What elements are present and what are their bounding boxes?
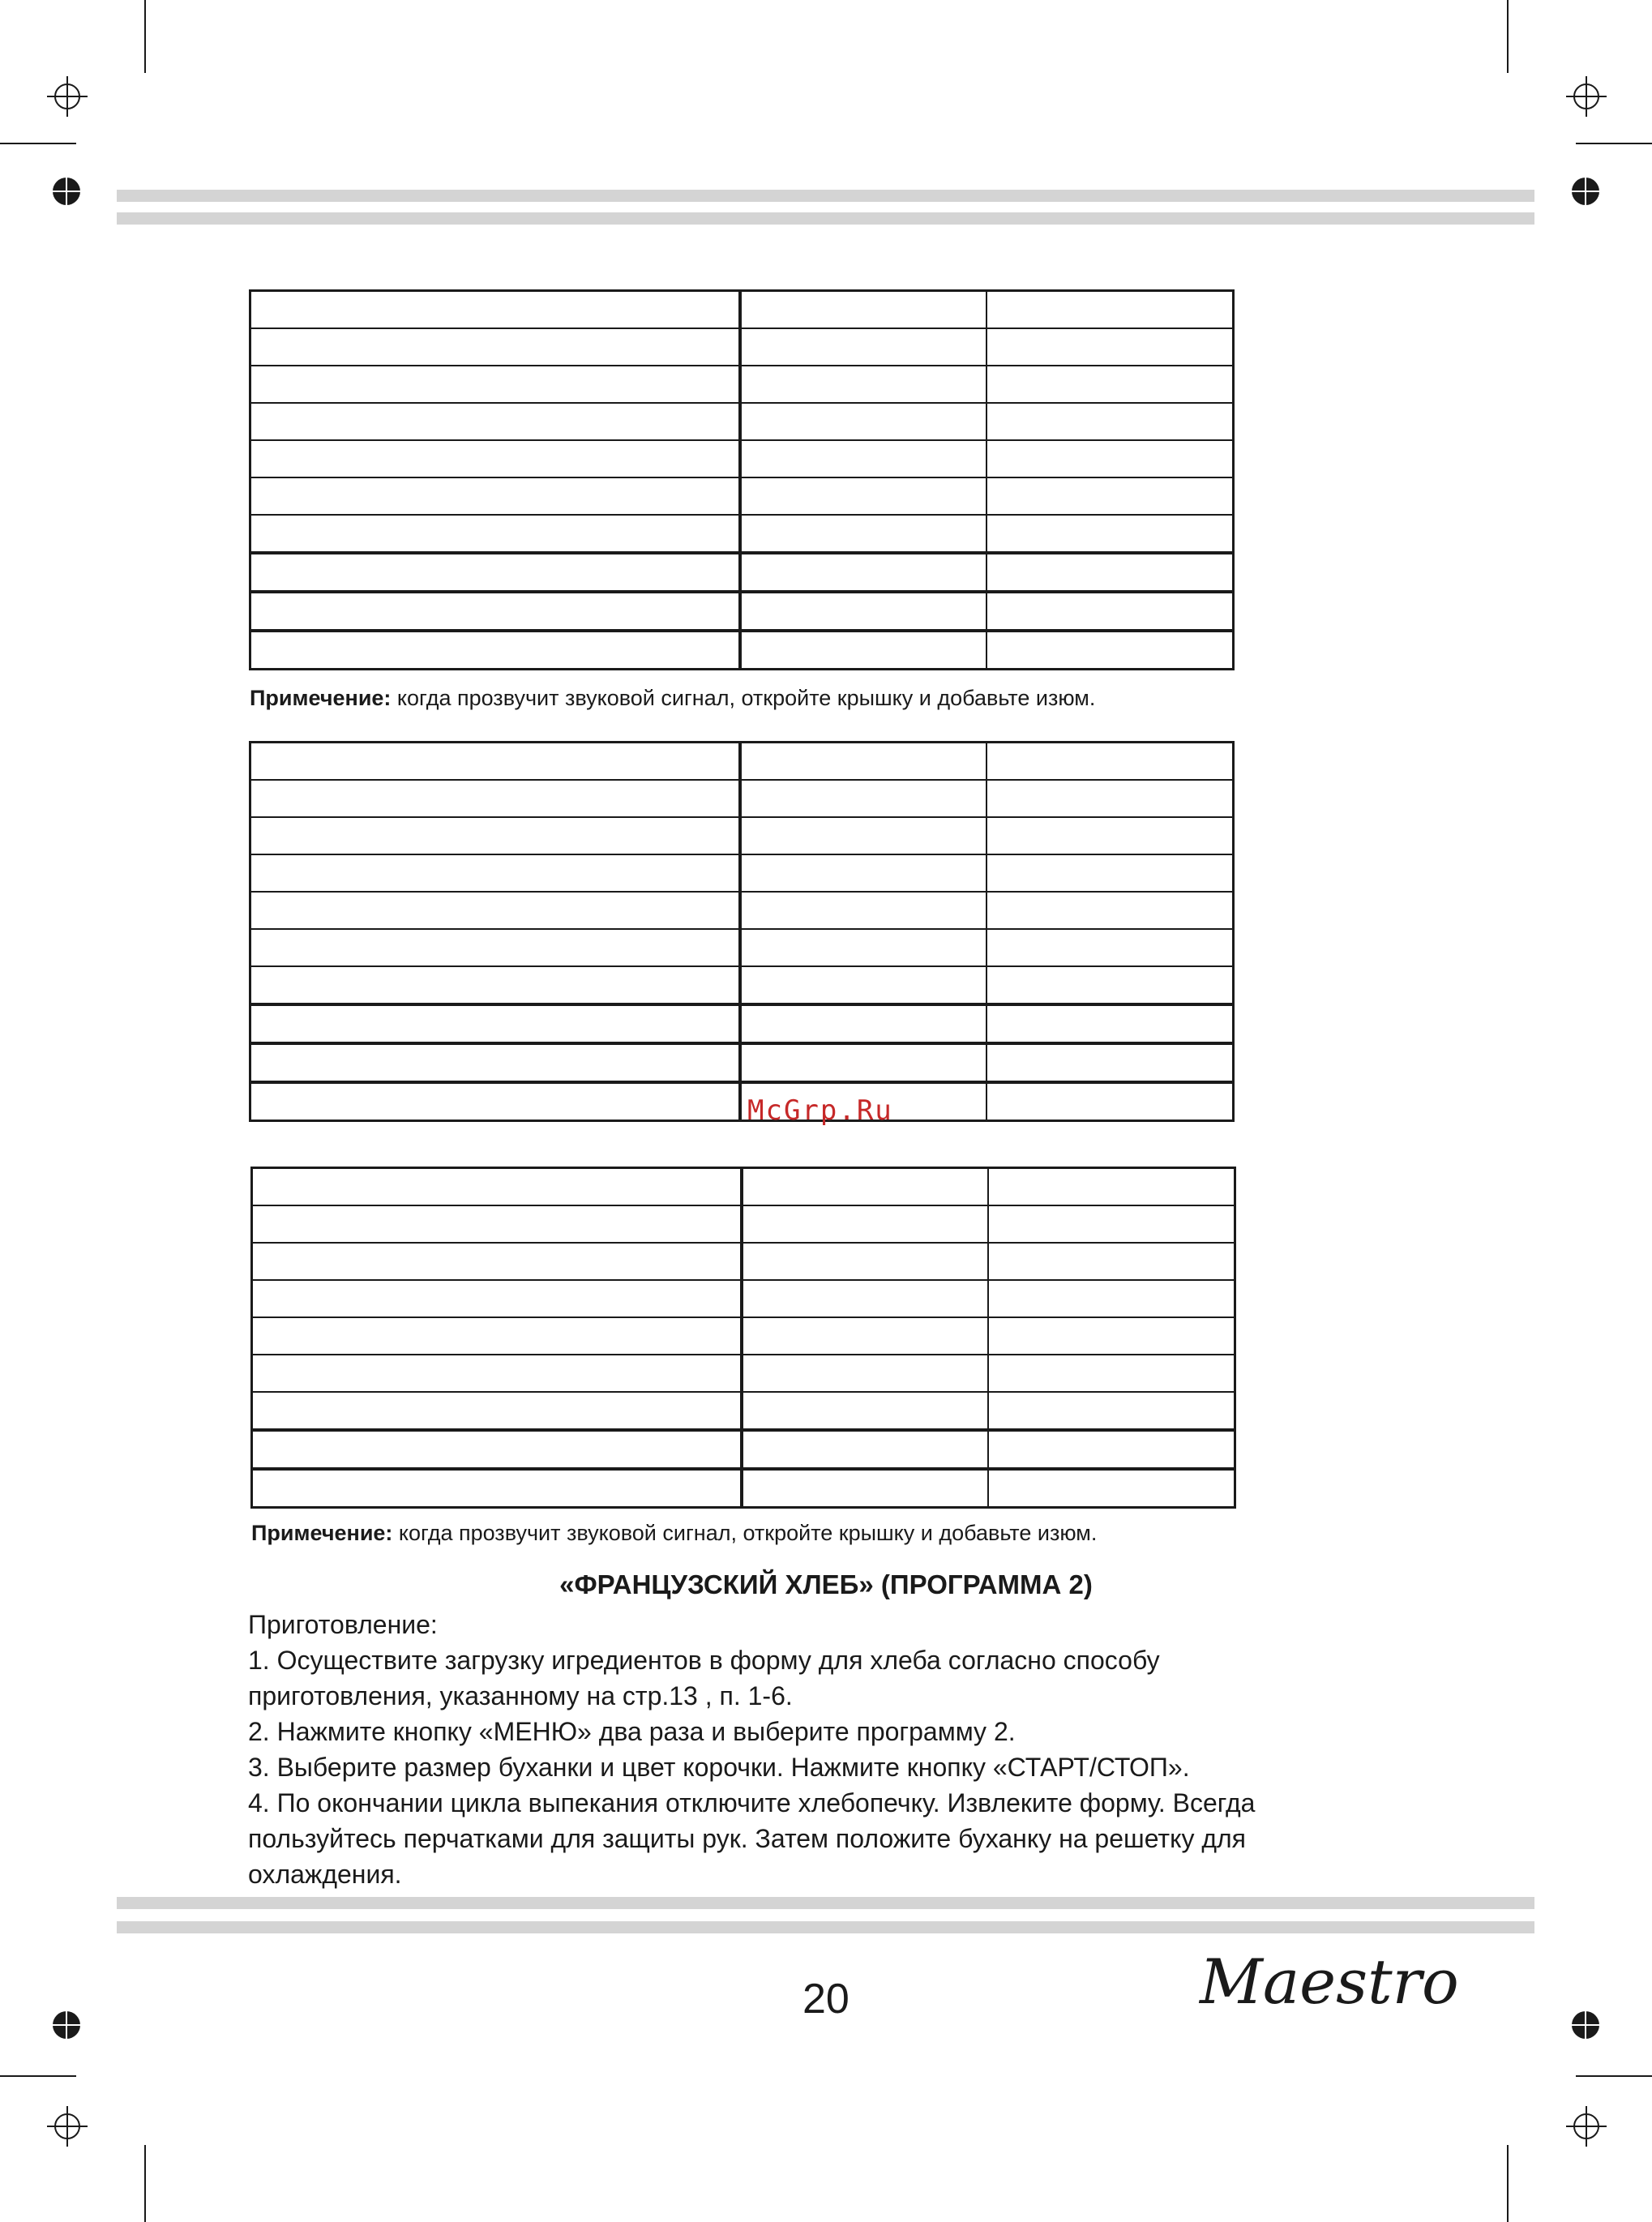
note-label: Примечение: [250,686,392,710]
instruction-line: приготовления, указанному на стр.13 , п. 1-6. [248,1681,793,1710]
note-label: Примечение: [251,1521,393,1545]
crop-mark [144,0,146,73]
section-title: «ФРАНЦУЗСКИЙ ХЛЕБ» (ПРОГРАММА 2) [559,1569,1093,1599]
crop-mark [1576,143,1652,144]
crop-mark [1576,2075,1652,2077]
ingredient-table-3 [250,1167,1236,1509]
bottom-band-2 [117,1921,1534,1933]
instruction-line: охлаждения. [248,1860,402,1889]
top-band-1 [117,190,1534,202]
target-dot-icon [1571,177,1600,206]
bottom-band-1 [117,1897,1534,1909]
ingredient-table-1 [249,289,1235,670]
page-number: 20 [802,1976,850,2023]
registration-mark-icon [1566,2106,1607,2147]
crop-mark [0,143,76,144]
instruction-line: пользуйтесь перчатками для защиты рук. Затем положите буханку на решетку для [248,1824,1246,1853]
instruction-line: 1. Осуществите загрузку игредиентов в форму для хлеба согласно способу [248,1646,1160,1675]
note-text: когда прозвучит звуковой сигнал, откройте крышку и добавьте изюм. [391,686,1096,710]
registration-mark-icon [47,2106,88,2147]
ingredient-table-2 [249,741,1235,1122]
note-raisins-1 [250,684,1095,712]
target-dot-icon [52,177,81,206]
target-dot-icon [52,2010,81,2040]
instruction-line: 3. Выберите размер буханки и цвет корочки. Нажмите кнопку «СТАРТ/СТОП». [248,1753,1190,1782]
crop-mark [1507,2145,1509,2222]
crop-mark [144,2145,146,2222]
instruction-line: 4. По окончании цикла выпекания отключите хлебопечку. Извлеките форму. Всегда [248,1788,1256,1817]
top-band-2 [117,212,1534,225]
registration-mark-icon [47,76,88,117]
note-text: когда прозвучит звуковой сигнал, откройте крышку и добавьте изюм. [392,1521,1098,1545]
registration-mark-icon [1566,76,1607,117]
instructions [248,1607,1367,1892]
target-dot-icon [1571,2010,1600,2040]
instruction-line: Приготовление: [248,1610,438,1639]
brand-logo: Maestro [1200,1946,1459,2018]
instruction-line: 2. Нажмите кнопку «МЕНЮ» два раза и выберите программу 2. [248,1717,1016,1746]
crop-mark [0,2075,76,2077]
watermark: McGrp.Ru [747,1094,893,1127]
crop-mark [1507,0,1509,73]
note-raisins-2 [251,1519,1097,1547]
